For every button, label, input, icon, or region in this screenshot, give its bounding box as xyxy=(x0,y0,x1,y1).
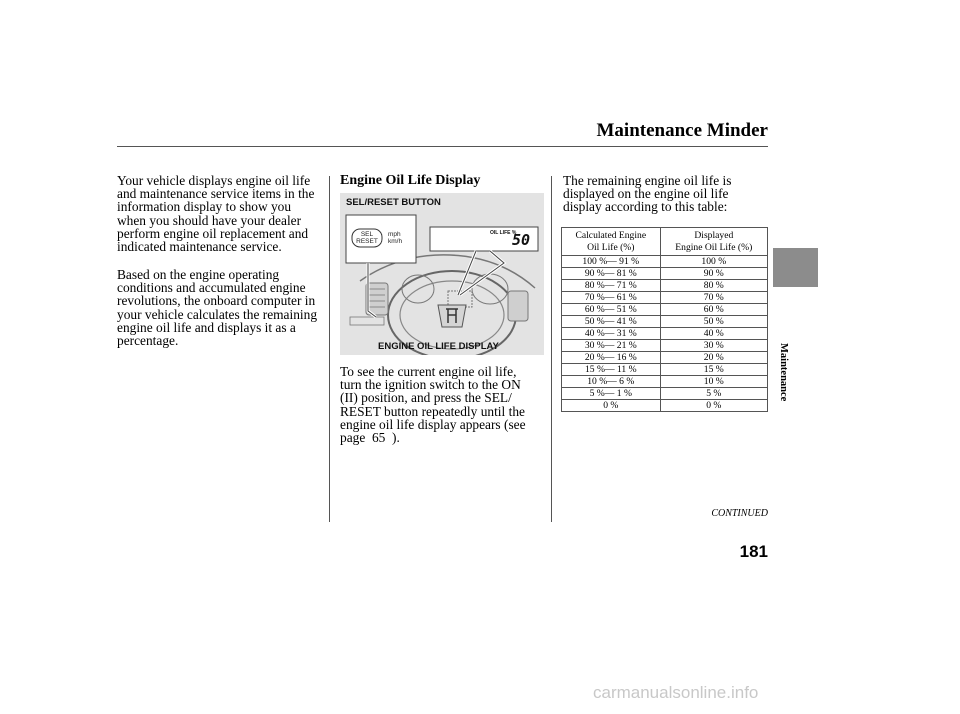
continued-label: CONTINUED xyxy=(711,508,768,519)
oil-life-indicator-tag: OIL LIFE % xyxy=(490,230,517,236)
calculated-cell: 30 %— 21 % xyxy=(562,340,661,352)
header-calculated xyxy=(562,228,661,256)
text-line: The remaining engine oil life is xyxy=(563,173,732,188)
header-rule xyxy=(117,146,768,147)
section-tab xyxy=(773,248,818,287)
calculated-cell: 100 %— 91 % xyxy=(562,256,661,268)
text-line: display according to this table: xyxy=(563,199,728,215)
text-line: when you should have your dealer xyxy=(117,212,302,228)
calculated-cell: 40 %— 31 % xyxy=(562,328,661,340)
text-line: turn the ignition switch to the ON xyxy=(340,377,521,393)
table-row xyxy=(562,256,768,268)
text-line: conditions and accumulated engine xyxy=(117,280,306,296)
table-row xyxy=(562,316,768,328)
table-row xyxy=(562,340,768,352)
table-row xyxy=(562,268,768,280)
dashboard-illustration xyxy=(340,193,544,355)
calculated-cell: 80 %— 71 % xyxy=(562,280,661,292)
displayed-cell: 5 % xyxy=(660,388,767,400)
unit-line: mph xyxy=(388,231,401,238)
header-displayed xyxy=(660,228,767,256)
displayed-cell: 40 % xyxy=(660,328,767,340)
table-row xyxy=(562,376,768,388)
instructions-paragraph xyxy=(340,365,550,444)
table-row xyxy=(562,364,768,376)
displayed-cell: 0 % xyxy=(660,400,767,412)
text-line: (II) position, and press the SEL/ xyxy=(340,390,512,406)
table-row xyxy=(562,328,768,340)
text-line: revolutions, the onboard computer in xyxy=(117,293,316,309)
sel-reset-button-label: SEL/RESET BUTTON xyxy=(346,197,441,208)
sel-reset-button xyxy=(352,231,382,245)
button-text-line: SEL xyxy=(360,231,374,238)
displayed-cell: 70 % xyxy=(660,292,767,304)
calculated-cell: 0 % xyxy=(562,400,661,412)
unit-line: km/h xyxy=(388,238,403,245)
calculated-cell: 20 %— 16 % xyxy=(562,352,661,364)
section-heading: Engine Oil Life Display xyxy=(340,173,481,188)
table-row xyxy=(562,292,768,304)
text-line: Your vehicle displays engine oil life xyxy=(117,173,311,188)
text-line: displayed on the engine oil life xyxy=(563,186,729,202)
displayed-cell: 100 % xyxy=(660,256,767,268)
page-number: 181 xyxy=(739,542,768,561)
text-line: indicated maintenance service. xyxy=(117,239,282,255)
text-line: RESET button repeatedly until the xyxy=(340,403,525,419)
calculated-cell: 60 %— 51 % xyxy=(562,304,661,316)
table-row xyxy=(562,388,768,400)
header-line: Oil Life (%) xyxy=(587,242,635,253)
text-line: Based on the engine operating xyxy=(117,267,280,282)
page-title: Maintenance Minder xyxy=(596,120,768,141)
intro-paragraph xyxy=(117,174,327,253)
column-divider-right xyxy=(551,176,552,522)
speed-unit-text xyxy=(388,231,402,245)
table-row xyxy=(562,352,768,364)
page-reference-line: page 65 ). xyxy=(340,430,400,446)
section-tab-label: Maintenance xyxy=(778,343,789,402)
table-intro-paragraph xyxy=(563,174,768,214)
calculated-cell: 50 %— 41 % xyxy=(562,316,661,328)
header-line: Displayed xyxy=(694,230,734,241)
displayed-cell: 80 % xyxy=(660,280,767,292)
engine-oil-life-display-label: ENGINE OIL LIFE DISPLAY xyxy=(378,341,499,352)
text-line: engine oil life and displays it as a xyxy=(117,319,296,335)
displayed-cell: 15 % xyxy=(660,364,767,376)
dashboard-drawing xyxy=(340,193,544,355)
text-line: percentage. xyxy=(117,333,179,349)
header-line: Calculated Engine xyxy=(575,230,647,241)
oil-life-display-value: 50 xyxy=(512,231,531,249)
table-header-row xyxy=(562,228,768,256)
calculated-cell: 90 %— 81 % xyxy=(562,268,661,280)
calculated-cell: 15 %— 11 % xyxy=(562,364,661,376)
displayed-cell: 20 % xyxy=(660,352,767,364)
calculated-cell: 70 %— 61 % xyxy=(562,292,661,304)
text-line: and maintenance service items in the xyxy=(117,186,315,202)
header-line: Engine Oil Life (%) xyxy=(675,242,753,253)
watermark: carmanualsonline.info xyxy=(593,683,759,702)
text-line: engine oil life display appears (see xyxy=(340,416,526,432)
displayed-cell: 50 % xyxy=(660,316,767,328)
text-line: To see the current engine oil life, xyxy=(340,364,517,379)
table-row xyxy=(562,400,768,412)
text-line: information display to show you xyxy=(117,199,292,215)
displayed-cell: 60 % xyxy=(660,304,767,316)
displayed-cell: 30 % xyxy=(660,340,767,352)
table-row xyxy=(562,280,768,292)
calculated-cell: 5 %— 1 % xyxy=(562,388,661,400)
displayed-cell: 10 % xyxy=(660,376,767,388)
button-text-line: RESET xyxy=(356,238,378,245)
calculated-cell: 10 %— 6 % xyxy=(562,376,661,388)
table-row xyxy=(562,304,768,316)
oil-life-table xyxy=(561,227,768,412)
text-line: your vehicle calculates the remaining xyxy=(117,306,318,322)
displayed-cell: 90 % xyxy=(660,268,767,280)
column-divider-left xyxy=(329,176,330,522)
text-line: perform engine oil replacement and xyxy=(117,225,309,241)
calculation-paragraph xyxy=(117,268,327,347)
